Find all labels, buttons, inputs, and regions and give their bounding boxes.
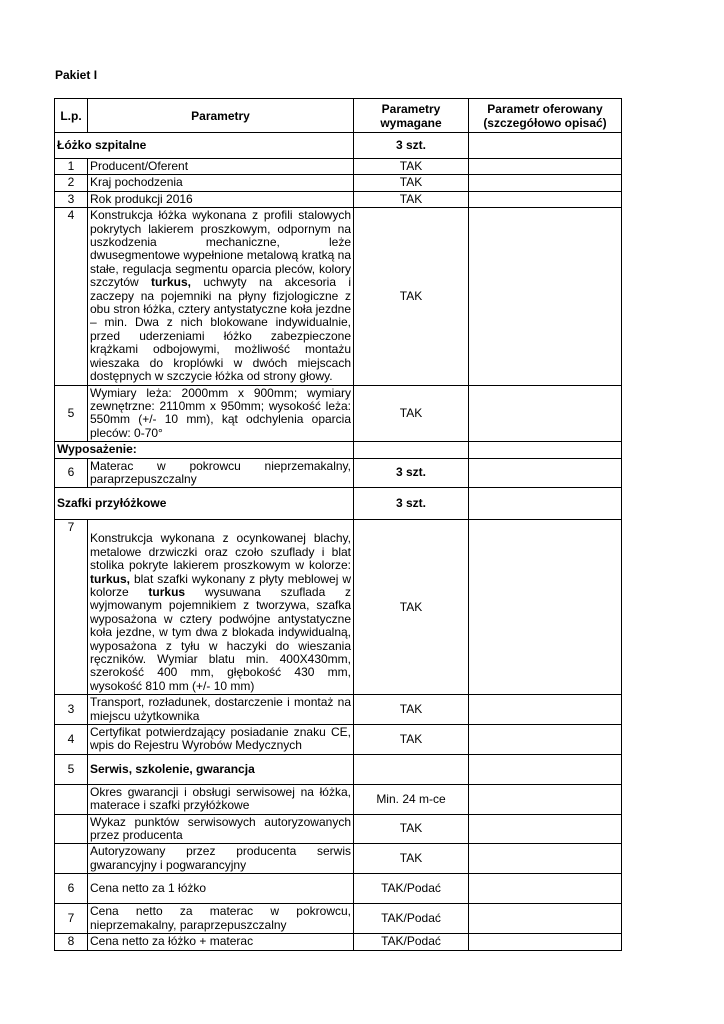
row-lp: 5 [55,385,88,442]
table-row [55,874,622,904]
table-row [55,844,622,874]
row-lp [55,784,88,814]
offered-cell[interactable] [469,874,622,904]
offered-cell[interactable] [469,458,622,488]
row-required: TAK [354,159,469,175]
offered-cell[interactable] [469,191,622,207]
text-bold: turkus, [90,571,131,586]
row-lp: 6 [55,458,88,488]
row-required: 3 szt. [354,458,469,488]
row-required: TAK [354,175,469,191]
section-equipment [55,442,622,458]
offered-cell[interactable] [469,208,622,385]
section-equipment-title: Wyposażenie: [55,442,354,458]
row-text: Producent/Oferent [88,159,354,175]
section-service-title: Serwis, szkolenie, gwarancja [88,754,354,784]
row-text: Kraj pochodzenia [88,175,354,191]
text-bold: turkus [148,584,186,599]
offered-cell[interactable] [469,695,622,725]
table-row [55,191,622,207]
table-row [55,208,622,385]
row-text: Cena netto za łóżko + materac [88,934,354,950]
row-lp: 6 [55,874,88,904]
row-text: Certyfikat potwierdzający posiadanie znaku CE, wpis do Rejestru Wyrobów Medycznych [88,725,354,755]
offered-cell[interactable] [469,133,622,159]
row-required: TAK/Podać [354,874,469,904]
offered-cell[interactable] [469,784,622,814]
row-required: TAK/Podać [354,904,469,934]
section-cabinets-title: Szafki przyłóżkowe [55,488,354,520]
empty-cell [354,442,469,458]
row-text: Wykaz punktów serwisowych autoryzowanych przez producenta [88,814,354,844]
table-row [55,695,622,725]
header-required: Parametry wymagane [354,99,469,133]
row-required: Min. 24 m-ce [354,784,469,814]
text-part: Konstrukcja łóżka wykonana z profili stalowych pokrytych lakierem proszkowym, odpornym na uszkodzenia mechaniczne, leże dwusegmentowe wypełnione metalową kratką na stałe, regulacja segmentu oparcia pleców, kolory szczytów [90,208,351,290]
table-row [55,520,622,695]
row-lp: 5 [55,754,88,784]
table-row [55,385,622,442]
row-lp: 3 [55,191,88,207]
row-lp: 7 [55,904,88,934]
row-lp: 1 [55,159,88,175]
header-params: Parametry [88,99,354,133]
table-row [55,814,622,844]
row-required: TAK [354,520,469,695]
offered-cell[interactable] [469,725,622,755]
row-lp: 3 [55,695,88,725]
section-bed [55,133,622,159]
row-required: TAK [354,814,469,844]
text-part: blat szafki wykonany z płyty meblowej w kolorze [90,571,351,599]
row-required: TAK [354,695,469,725]
row-text: Transport, rozładunek, dostarczenie i montaż na miejscu użytkownika [88,695,354,725]
row-text: Cena netto za materac w pokrowcu, nieprzemakalny, paraprzepuszczalny [88,904,354,934]
table-row [55,725,622,755]
offered-cell[interactable] [469,175,622,191]
row-lp: 4 [55,725,88,755]
row-text [88,208,354,385]
header-lp: L.p. [55,99,88,133]
empty-cell [354,754,469,784]
row-required: TAK [354,191,469,207]
section-service [55,754,622,784]
section-bed-title: Łóżko szpitalne [55,133,354,159]
offered-cell[interactable] [469,844,622,874]
row-required: TAK [354,208,469,385]
row-required: TAK [354,725,469,755]
row-text: Wymiary leża: 2000mm x 900mm; wymiary zewnętrzne: 2110mm x 950mm; wysokość leża: 550mm (+/- 10 mm), kąt odchylenia oparcia pleców: 0-70° [88,385,354,442]
row-lp: 4 [55,208,88,385]
parameters-table [54,98,622,951]
table-row [55,784,622,814]
table-row [55,159,622,175]
row-text: Cena netto za 1 łóżko [88,874,354,904]
row-required: TAK/Podać [354,934,469,950]
offered-cell[interactable] [469,520,622,695]
offered-cell[interactable] [469,442,622,458]
row-lp [55,844,88,874]
section-cabinets-qty: 3 szt. [354,488,469,520]
table-row [55,904,622,934]
row-lp: 2 [55,175,88,191]
header-offered: Parametr oferowany (szczegółowo opisać) [469,99,622,133]
text-part: Konstrukcja wykonana z ocynkowanej blachy, metalowe drzwiczki oraz czoło szuflady i blat stolika pokryte lakierem proszkowym w kolorze: [90,531,351,573]
header-row [55,99,622,133]
text-part: wysuwana szuflada z wyjmowanym pojemnikiem z tworzywa, szafka wyposażona w cztery podwójne antystatyczne koła jezdne, w tym dwa z blokada indywidualną, wyposażona z tyłu w haczyki do wieszania ręczników. Wymiar blatu min. 400X430mm, szerokość 400 mm, głębokość 430 mm, wysokość 810 mm (+/- 10 mm) [90,584,351,693]
row-text: Okres gwarancji i obsługi serwisowej na łóżka, materace i szafki przyłóżkowe [88,784,354,814]
section-cabinets [55,488,622,520]
row-lp [55,814,88,844]
section-bed-qty: 3 szt. [354,133,469,159]
row-lp: 8 [55,934,88,950]
offered-cell[interactable] [469,488,622,520]
offered-cell[interactable] [469,814,622,844]
row-text: Rok produkcji 2016 [88,191,354,207]
row-text: Autoryzowany przez producenta serwis gwarancyjny i pogwarancyjny [88,844,354,874]
offered-cell[interactable] [469,754,622,784]
table-row [55,458,622,488]
text-bold: turkus, [151,275,192,290]
text-part: uchwyty na akcesoria i zaczepy na pojemniki na płyny fizjologiczne z obu stron łóżka, cztery antystatyczne koła jezdne – min. Dwa z nich blokowane indywidualnie, przed uderzeniami łóżko zabezpieczone krążkami odbojowymi, możliwość montażu wieszaka do kroplówki w dwóch miejscach dostępnych w szczycie łóżka od strony głowy. [90,275,351,384]
offered-cell[interactable] [469,934,622,950]
package-title: Pakiet I [55,68,98,82]
row-lp: 7 [55,520,88,695]
table-row [55,934,622,950]
row-text: Materac w pokrowcu nieprzemakalny, paraprzepuszczalny [88,458,354,488]
row-required: TAK [354,844,469,874]
row-required: TAK [354,385,469,442]
table-row [55,175,622,191]
offered-cell[interactable] [469,159,622,175]
offered-cell[interactable] [469,385,622,442]
row-text [88,520,354,695]
offered-cell[interactable] [469,904,622,934]
